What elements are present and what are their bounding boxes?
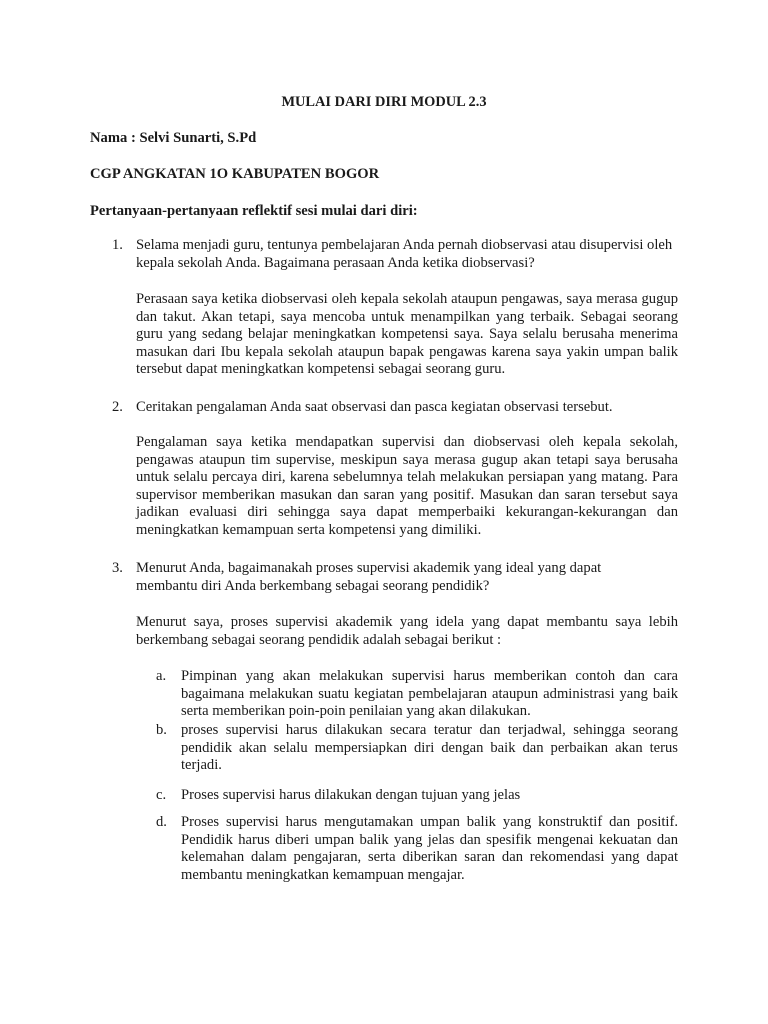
list-item-text: Proses supervisi harus dilakukan dengan tujuan yang jelas	[181, 787, 521, 803]
cgp-line: CGP ANGKATAN 1O KABUPATEN BOGOR	[90, 166, 380, 182]
list-item-text: proses supervisi harus dilakukan secara teratur dan terjadwal, sehingga seorang pendidik akan selalu mempersiapkan diri dengan baik dan perbaikan akan terus terjadi.	[181, 722, 678, 774]
document-title: MULAI DARI DIRI MODUL 2.3	[281, 94, 487, 110]
question-number: 2.	[112, 399, 123, 415]
question-text: Ceritakan pengalaman Anda saat observasi dan pasca kegiatan observasi tersebut.	[136, 399, 613, 415]
question-3	[112, 560, 678, 595]
list-item-letter: c.	[156, 787, 167, 803]
answer-2: Pengalaman saya ketika mendapatkan supervisi dan diobservasi oleh kepala sekolah, pengawas ataupun tim supervise, meskipun saya merasa gugup akan tetapi saya berusaha untuk selalu percaya diri, karena sebelumnya telah melakukan persiapan yang matang. Para supervisor memberikan masukan dan saran yang positif. Masukan dan saran tersebut saya jadikan evaluasi diri sehingga saya dapat memperbaiki kekurangan-kekurangan dan meningkatkan kemampuan serta kompetensi yang dimiliki.	[136, 434, 678, 538]
question-number: 1.	[112, 237, 123, 253]
list-item-text: Proses supervisi harus mengutamakan umpan balik yang konstruktif dan positif. Pendidik harus diberi umpan balik yang jelas dan spesifik mengenai kekuatan dan kelemahan dalam pengajaran, serta diberikan saran dan rekomendasi yang dapat membantu meningkatkan kemampuan mengajar.	[181, 814, 678, 883]
question-text: Selama menjadi guru, tentunya pembelajaran Anda pernah diobservasi atau disupervisi oleh kepala sekolah Anda. Bagaimana perasaan Anda ketika diobservasi?	[136, 237, 673, 271]
list-item	[156, 787, 678, 805]
question-2	[112, 399, 678, 417]
list-item	[156, 668, 678, 721]
list-item-letter: a.	[156, 668, 167, 684]
list-item-letter: d.	[156, 814, 167, 830]
list-item	[156, 814, 678, 884]
list-item	[156, 722, 678, 775]
answer-1: Perasaan saya ketika diobservasi oleh kepala sekolah ataupun pengawas, saya merasa gugup dan takut. Akan tetapi, saya mencoba untuk menampilkan yang terbaik. Sebagai seorang guru yang sedang belajar meningkatkan kompetensi saya. Saya selalu berusaha menerima masukan dari Ibu kepala sekolah ataupun bapak pengawas karena saya yakin umpan balik tersebut dapat meningkatkan kompetensi sebagai seorang guru.	[136, 291, 678, 378]
question-number: 3.	[112, 560, 123, 576]
answer-3: Menurut saya, proses supervisi akademik yang idela yang dapat membantu saya lebih berkembang sebagai seorang pendidik adalah sebagai berikut :	[136, 614, 678, 648]
name-line: Nama : Selvi Sunarti, S.Pd	[90, 130, 257, 146]
question-text: Menurut Anda, bagaimanakah proses supervisi akademik yang ideal yang dapat membantu diri Anda berkembang sebagai seorang pendidik?	[136, 560, 602, 594]
question-1	[112, 237, 678, 272]
list-item-letter: b.	[156, 722, 167, 738]
section-heading: Pertanyaan-pertanyaan reflektif sesi mulai dari diri:	[90, 203, 418, 219]
list-item-text: Pimpinan yang akan melakukan supervisi harus memberikan contoh dan cara bagaimana melakukan suatu kegiatan pembelajaran ataupun administrasi yang baik serta memberikan poin-poin penilaian yang akan dilakukan.	[181, 668, 678, 720]
